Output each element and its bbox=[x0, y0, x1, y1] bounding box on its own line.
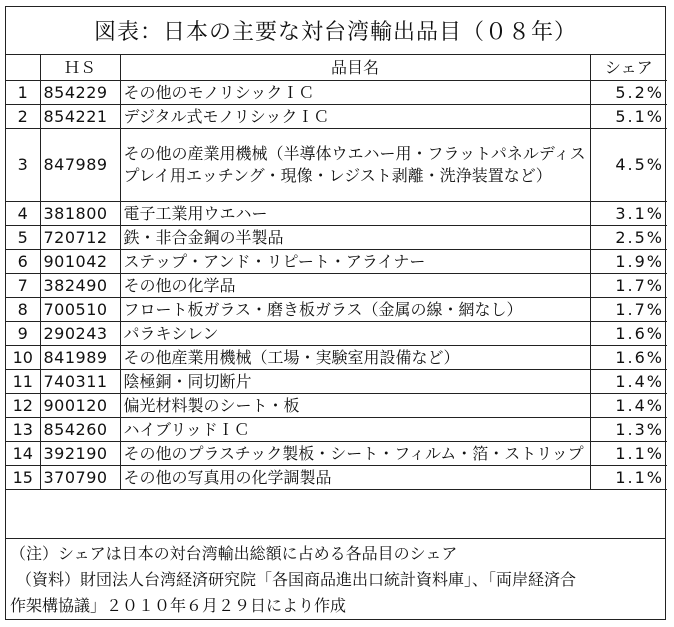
table-row bbox=[6, 226, 667, 250]
share-value: 4.5% bbox=[590, 129, 667, 202]
row-number: 13 bbox=[6, 418, 40, 442]
hs-code: 841989 bbox=[40, 346, 120, 370]
table-row bbox=[6, 466, 667, 490]
table-row bbox=[6, 202, 667, 226]
hs-code: 290243 bbox=[40, 322, 120, 346]
item-name: その他の写真用の化学調製品 bbox=[120, 466, 590, 490]
row-number: 6 bbox=[6, 250, 40, 274]
header-no bbox=[6, 55, 40, 81]
share-value: 5.1% bbox=[590, 105, 667, 129]
row-number: 15 bbox=[6, 466, 40, 490]
table-row bbox=[6, 298, 667, 322]
share-value: 1.3% bbox=[590, 418, 667, 442]
hs-code: 381800 bbox=[40, 202, 120, 226]
row-number: 8 bbox=[6, 298, 40, 322]
row-number: 11 bbox=[6, 370, 40, 394]
table-row bbox=[6, 274, 667, 298]
item-name: 偏光材料製のシート・板 bbox=[120, 394, 590, 418]
item-name: その他の産業用機械（半導体ウエハー用・フラットパネルディスプレイ用エッチング・現像・レジスト剥離・洗浄装置など） bbox=[120, 129, 590, 202]
share-value: 1.4% bbox=[590, 394, 667, 418]
row-number: 10 bbox=[6, 346, 40, 370]
table-row bbox=[6, 370, 667, 394]
item-name: フロート板ガラス・磨き板ガラス（金属の線・網なし） bbox=[120, 298, 590, 322]
hs-code: 700510 bbox=[40, 298, 120, 322]
table-row bbox=[6, 418, 667, 442]
header-share: シェア bbox=[590, 55, 667, 81]
table-row bbox=[6, 346, 667, 370]
row-number: 3 bbox=[6, 129, 40, 202]
figure-title: 図表：日本の主要な対台湾輸出品目（０８年） bbox=[6, 7, 665, 55]
item-name: その他のプラスチック製板・シート・フィルム・箔・ストリップ bbox=[120, 442, 590, 466]
share-value: 1.1% bbox=[590, 466, 667, 490]
hs-code: 720712 bbox=[40, 226, 120, 250]
row-number: 1 bbox=[6, 81, 40, 105]
hs-code: 847989 bbox=[40, 129, 120, 202]
item-name: 鉄・非合金鋼の半製品 bbox=[120, 226, 590, 250]
item-name: その他産業用機械（工場・実験室用設備など） bbox=[120, 346, 590, 370]
row-number: 4 bbox=[6, 202, 40, 226]
table-row bbox=[6, 250, 667, 274]
share-value: 2.5% bbox=[590, 226, 667, 250]
hs-code: 854229 bbox=[40, 81, 120, 105]
table-row bbox=[6, 105, 667, 129]
item-name: デジタル式モノリシックＩＣ bbox=[120, 105, 590, 129]
hs-code: 854260 bbox=[40, 418, 120, 442]
row-number: 14 bbox=[6, 442, 40, 466]
table-body bbox=[6, 81, 667, 490]
share-value: 5.2% bbox=[590, 81, 667, 105]
note-share: （注）シェアは日本の対台湾輸出総額に占める各品目のシェア bbox=[10, 544, 458, 563]
share-value: 1.7% bbox=[590, 298, 667, 322]
table-row bbox=[6, 81, 667, 105]
hs-code: 370790 bbox=[40, 466, 120, 490]
item-name: パラキシレン bbox=[120, 322, 590, 346]
share-value: 1.1% bbox=[590, 442, 667, 466]
share-value: 3.1% bbox=[590, 202, 667, 226]
item-name: 陰極銅・同切断片 bbox=[120, 370, 590, 394]
header-hs: ＨＳ bbox=[40, 55, 120, 81]
item-name: ステップ・アンド・リピート・アライナー bbox=[120, 250, 590, 274]
hs-code: 740311 bbox=[40, 370, 120, 394]
item-name: その他の化学品 bbox=[120, 274, 590, 298]
table-row bbox=[6, 322, 667, 346]
figure-frame bbox=[5, 6, 666, 620]
hs-code: 901042 bbox=[40, 250, 120, 274]
share-value: 1.6% bbox=[590, 346, 667, 370]
table-row bbox=[6, 129, 667, 202]
row-number: 5 bbox=[6, 226, 40, 250]
share-value: 1.4% bbox=[590, 370, 667, 394]
hs-code: 392190 bbox=[40, 442, 120, 466]
hs-code: 854221 bbox=[40, 105, 120, 129]
row-number: 7 bbox=[6, 274, 40, 298]
table-row bbox=[6, 442, 667, 466]
export-items-table bbox=[6, 55, 667, 490]
note-source-line2: 作架構協議」２０１０年６月２９日により作成 bbox=[10, 596, 347, 615]
notes-section bbox=[6, 538, 665, 619]
item-name: その他のモノリシックＩＣ bbox=[120, 81, 590, 105]
share-value: 1.6% bbox=[590, 322, 667, 346]
hs-code: 382490 bbox=[40, 274, 120, 298]
item-name: 電子工業用ウエハー bbox=[120, 202, 590, 226]
row-number: 2 bbox=[6, 105, 40, 129]
table-row bbox=[6, 394, 667, 418]
row-number: 12 bbox=[6, 394, 40, 418]
hs-code: 900120 bbox=[40, 394, 120, 418]
share-value: 1.7% bbox=[590, 274, 667, 298]
item-name: ハイブリッドＩＣ bbox=[120, 418, 590, 442]
share-value: 1.9% bbox=[590, 250, 667, 274]
table-header-row bbox=[6, 55, 667, 81]
header-name: 品目名 bbox=[120, 55, 590, 81]
row-number: 9 bbox=[6, 322, 40, 346]
note-source-line1: （資料）財団法人台湾経済研究院「各国商品進出口統計資料庫」、「両岸経済合 bbox=[16, 570, 577, 589]
